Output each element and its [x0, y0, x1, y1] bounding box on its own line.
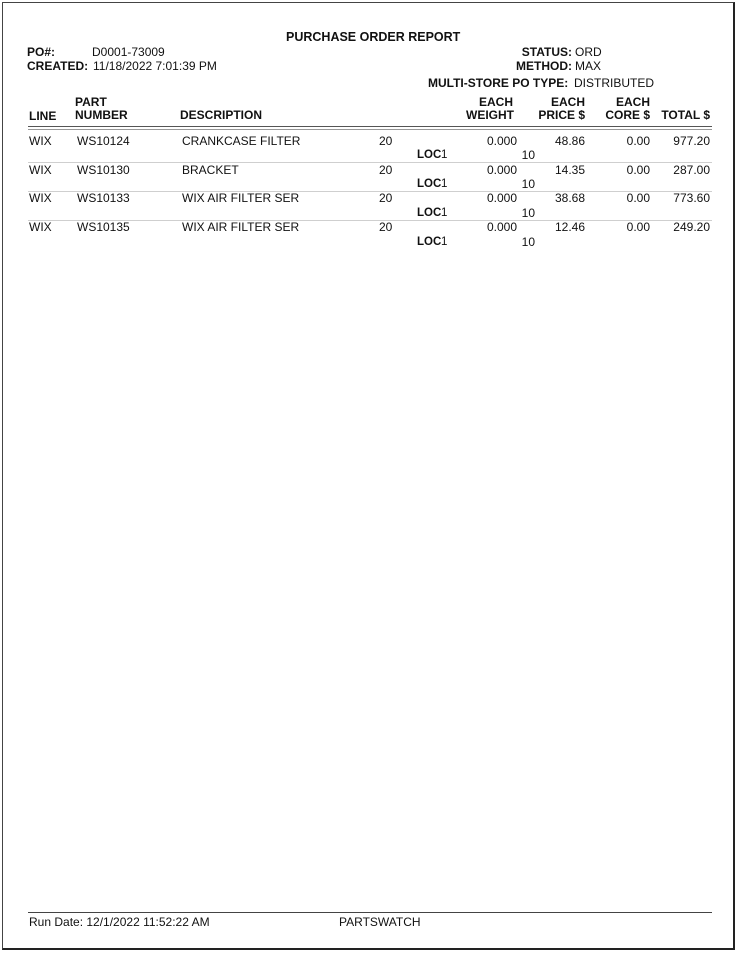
row-price: 14.35 — [554, 163, 585, 177]
header-rule-secondary — [28, 129, 712, 130]
col-weight-top: EACH — [478, 95, 513, 109]
row-line: WIX — [29, 134, 52, 148]
run-date: Run Date: 12/1/2022 11:52:22 AM — [29, 915, 210, 929]
row-location-quantity: 10 — [521, 235, 535, 249]
created-value: 11/18/2022 7:01:39 PM — [93, 59, 217, 73]
row-location-label: LOC — [417, 207, 442, 219]
row-location-quantity: 10 — [521, 206, 535, 220]
row-weight: 0.000 — [486, 163, 517, 177]
row-total: 773.60 — [673, 191, 710, 205]
footer-rule — [28, 912, 712, 913]
row-location-label: LOC — [417, 149, 442, 161]
row-part-number: WS10124 — [77, 134, 130, 148]
col-price-bottom: PRICE $ — [538, 108, 585, 122]
row-core: 0.00 — [626, 191, 650, 205]
col-total: TOTAL $ — [661, 108, 710, 122]
row-location-quantity: 10 — [521, 177, 535, 191]
row-quantity: 20 — [379, 191, 393, 205]
row-total: 249.20 — [673, 220, 710, 234]
row-quantity: 20 — [379, 163, 393, 177]
method-value: MAX — [575, 59, 602, 73]
created-label: CREATED: — [27, 59, 89, 73]
multistore-value: DISTRIBUTED — [574, 76, 655, 90]
row-location-number: 1 — [441, 178, 448, 190]
col-part-bottom: NUMBER — [75, 108, 128, 122]
row-price: 48.86 — [554, 134, 585, 148]
col-core-top: EACH — [615, 95, 650, 109]
row-line: WIX — [29, 220, 52, 234]
row-core: 0.00 — [626, 134, 650, 148]
row-core: 0.00 — [626, 163, 650, 177]
row-location-label: LOC — [417, 236, 442, 248]
row-core: 0.00 — [626, 220, 650, 234]
row-price: 12.46 — [554, 220, 585, 234]
row-line: WIX — [29, 163, 52, 177]
col-core-bottom: CORE $ — [605, 108, 650, 122]
row-description: CRANKCASE FILTER — [182, 134, 301, 148]
row-location-number: 1 — [441, 149, 448, 161]
po-label: PO#: — [27, 45, 56, 59]
row-part-number: WS10130 — [77, 163, 130, 177]
row-total: 287.00 — [673, 163, 710, 177]
row-part-number: WS10133 — [77, 191, 130, 205]
col-price-top: EACH — [550, 95, 585, 109]
col-description: DESCRIPTION — [180, 108, 263, 122]
col-part-top: PART — [75, 95, 107, 109]
method-label: METHOD: — [516, 59, 572, 73]
report-title: PURCHASE ORDER REPORT — [286, 30, 461, 44]
status-label: STATUS: — [521, 45, 572, 59]
row-quantity: 20 — [379, 220, 393, 234]
row-quantity: 20 — [379, 134, 393, 148]
row-weight: 0.000 — [486, 134, 517, 148]
row-description: WIX AIR FILTER SER — [182, 191, 300, 205]
row-description: BRACKET — [182, 163, 239, 177]
header-rule — [28, 126, 712, 127]
col-line: LINE — [29, 109, 57, 123]
col-weight-bottom: WEIGHT — [466, 108, 514, 122]
row-location-number: 1 — [441, 207, 448, 219]
row-price: 38.68 — [554, 191, 585, 205]
row-weight: 0.000 — [486, 191, 517, 205]
row-location-label: LOC — [417, 178, 442, 190]
row-weight: 0.000 — [486, 220, 517, 234]
po-number: D0001-73009 — [92, 45, 165, 59]
multistore-label: MULTI-STORE PO TYPE: — [428, 76, 569, 90]
row-line: WIX — [29, 191, 52, 205]
row-description: WIX AIR FILTER SER — [182, 220, 300, 234]
footer-brand: PARTSWATCH — [339, 915, 421, 929]
row-part-number: WS10135 — [77, 220, 130, 234]
row-total: 977.20 — [673, 134, 710, 148]
row-location-quantity: 10 — [521, 148, 535, 162]
status-value: ORD — [575, 45, 602, 59]
row-location-number: 1 — [441, 236, 448, 248]
